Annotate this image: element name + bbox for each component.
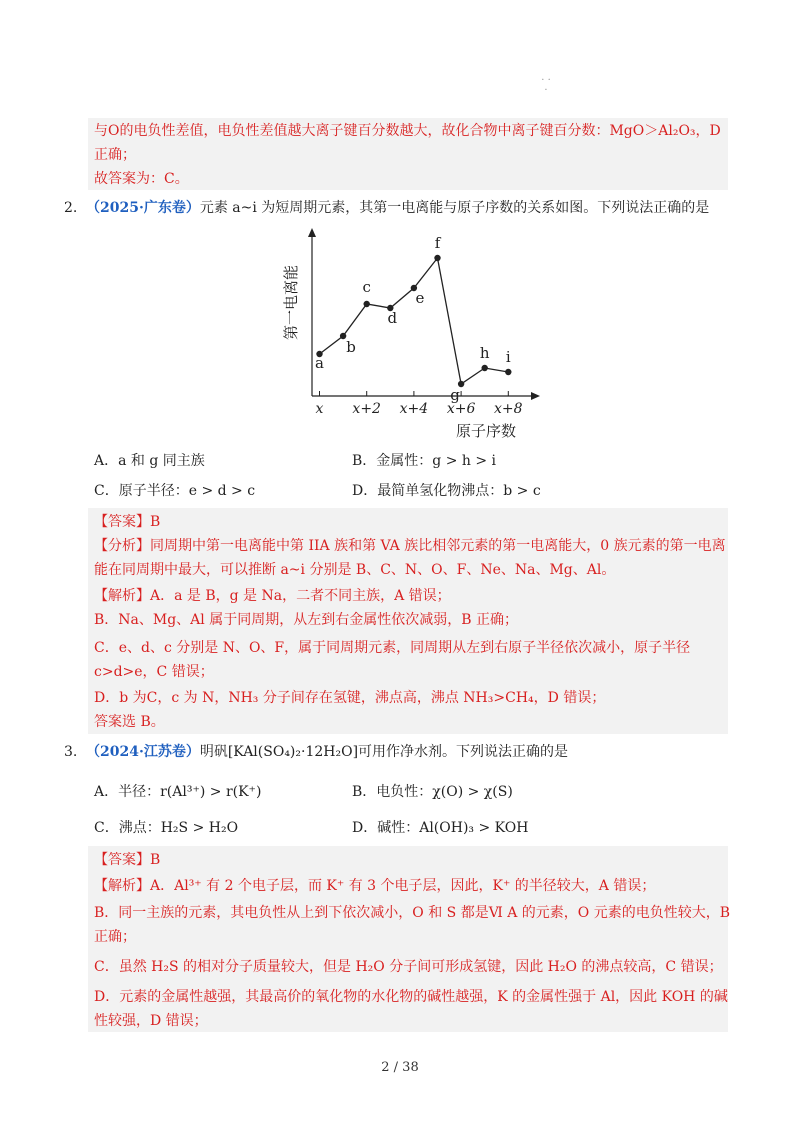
alum-formula: [KAl(SO₄)₂·12H₂O] xyxy=(227,744,359,760)
x-axis-label: 原子序数 xyxy=(456,422,517,440)
x-tick-label: x+8 xyxy=(494,401,523,417)
series-line xyxy=(320,258,509,384)
x-tick-label: x+2 xyxy=(352,401,381,417)
q2-explanation-line-5: D．b 为C，c 为 N，NH₃ 分子间存在氢键，沸点高，沸点 NH₃>CH₄，D 错误； xyxy=(94,690,606,706)
question-number: 2. xyxy=(64,200,78,216)
q2-explanation-line-2: B．Na、Mg、Al 属于同周期，从左到右金属性依次减弱，B 正确； xyxy=(94,612,518,628)
point-label-d: d xyxy=(387,309,398,327)
point-label-e: e xyxy=(415,289,425,307)
data-point-c xyxy=(364,301,370,307)
top-dots: · · · xyxy=(541,75,551,96)
x-tick-label: x xyxy=(315,401,324,417)
q2-explanation-line-1: 【解析】A．a 是 B，g 是 Na，二者不同主族，A 错误； xyxy=(94,588,451,604)
carry-over-line-1: 与O的电负性差值，电负性差值越大离子键百分数越大，故化合物中离子键百分数：MgO＞Al₂O₃，D xyxy=(94,123,721,139)
q2-explanation-line-3: C．e、d、c 分别是 N、O、F，属于同周期元素，同周期从左到右原子半径依次减小，原子半径 xyxy=(94,640,691,656)
x-axis-arrow xyxy=(531,392,540,400)
q2-analysis-line-2: 能在同周期中最大，可以推断 a~i 分别是 B、C、N、O、F、Ne、Na、Mg、Al。 xyxy=(94,562,616,578)
point-label-a: a xyxy=(315,354,324,372)
q2-option-d: D．最简单氢化物沸点：b > c xyxy=(352,483,541,499)
page-number: 2 / 38 xyxy=(381,1060,419,1075)
q3-explanation-line-3: 正确； xyxy=(94,929,136,945)
x-tick-label: x+4 xyxy=(399,401,429,417)
question-3-stem xyxy=(64,740,568,764)
point-label-f: f xyxy=(434,234,441,252)
x-tick-label: x+6 xyxy=(446,401,476,417)
question-source: （2024·江苏卷） xyxy=(86,744,200,760)
data-point-h xyxy=(482,365,488,371)
y-axis-arrow xyxy=(308,228,316,237)
point-label-g: g xyxy=(450,386,460,404)
question-number: 3. xyxy=(64,744,78,760)
q2-option-b: B．金属性：g > h > i xyxy=(352,453,497,469)
q3-option-a: A．半径：r(Al³⁺) > r(K⁺) xyxy=(94,784,262,800)
q3-option-d: D．碱性：Al(OH)₃ > KOH xyxy=(352,820,529,836)
question-text: 可用作净水剂。下列说法正确的是 xyxy=(358,744,569,760)
q2-option-a: A．a 和 g 同主族 xyxy=(94,453,205,469)
carry-over-line-2: 正确； xyxy=(94,147,136,163)
q2-answer: 【答案】B xyxy=(94,514,161,530)
data-point-f xyxy=(434,255,440,261)
y-axis-label: 第一电离能 xyxy=(282,264,300,340)
q3-explanation-line-2: B．同一主族的元素，其电负性从上到下依次减小，O 和 S 都是Ⅵ A 的元素，O 元素的电负性较大，B xyxy=(94,905,731,921)
q2-explanation-line-4: c>d>e，C 错误； xyxy=(94,664,214,680)
q3-explanation-line-6: 性较强，D 错误； xyxy=(94,1013,208,1029)
q3-option-c: C．沸点：H₂S > H₂O xyxy=(94,820,239,836)
point-label-h: h xyxy=(479,344,490,362)
q3-explanation-line-1: 【解析】A．Al³⁺ 有 2 个电子层，而 K⁺ 有 3 个电子层，因此，K⁺ 的半径较大，A 错误； xyxy=(94,878,656,894)
ionization-energy-chart xyxy=(0,0,800,450)
point-label-c: c xyxy=(362,278,371,296)
carry-over-line-3: 故答案为：C。 xyxy=(94,171,189,187)
question-text: 元素 a~i 为短周期元素，其第一电离能与原子序数的关系如图。下列说法正确的是 xyxy=(199,200,710,216)
question-source: （2025·广东卷） xyxy=(86,200,200,216)
data-point-i xyxy=(505,369,511,375)
q2-option-c: C．原子半径：e > d > c xyxy=(94,483,256,499)
q2-explanation-line-6: 答案选 B。 xyxy=(94,714,165,730)
point-label-i: i xyxy=(505,348,511,366)
q3-answer: 【答案】B xyxy=(94,852,161,868)
q3-option-b: B．电负性：χ(O) > χ(S) xyxy=(352,784,513,800)
q3-explanation-line-4: C．虽然 H₂S 的相对分子质量较大，但是 H₂O 分子间可形成氢键，因此 H₂O 的沸点较高，C 错误； xyxy=(94,959,723,975)
question-text: 明矾 xyxy=(199,744,228,760)
q2-analysis-line-1: 【分析】同周期中第一电离能中第 IIA 族和第 VA 族比相邻元素的第一电离能大，0 族元素的第一电离 xyxy=(94,538,726,554)
q3-explanation-line-5: D．元素的金属性越强，其最高价的氧化物的水化物的碱性越强，K 的金属性强于 Al，因此 KOH 的碱 xyxy=(94,989,728,1005)
point-label-b: b xyxy=(346,338,356,356)
